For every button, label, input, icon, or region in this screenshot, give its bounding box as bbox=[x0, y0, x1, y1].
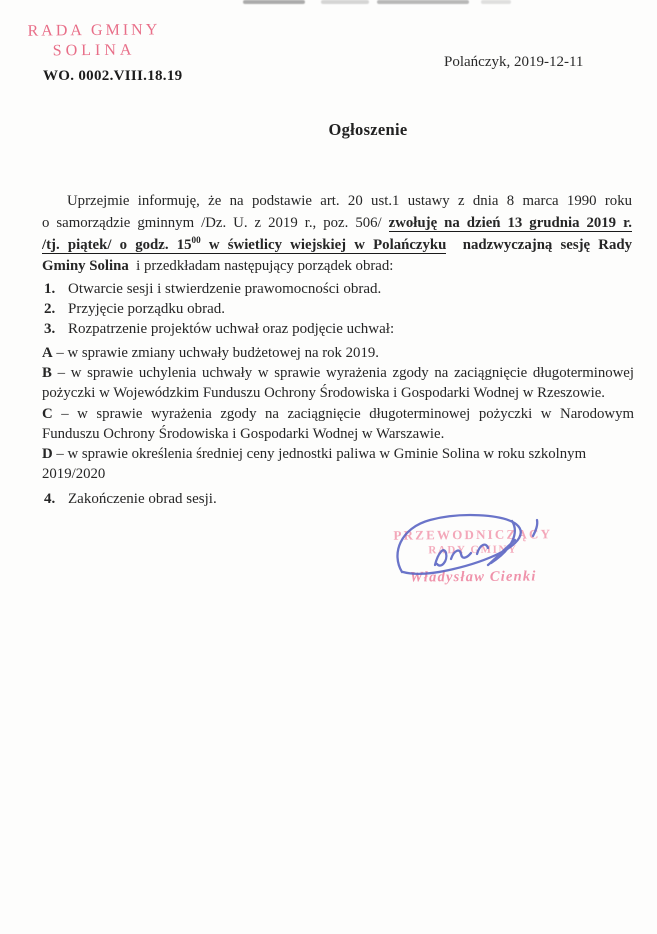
agenda-item-2-text: Przyjęcie porządku obrad. bbox=[68, 301, 226, 318]
reference-number: WO. 0002.VIII.18.19 bbox=[43, 68, 183, 84]
resolutions-block bbox=[42, 343, 634, 484]
agenda-item-2 bbox=[44, 299, 394, 319]
agenda-item-1 bbox=[44, 279, 394, 299]
intro-paragraph bbox=[42, 191, 632, 278]
resolution-b-line-1: B – w sprawie uchylenia uchwały w sprawie wyrażenia zgody na zaciągnięcie długoterminowej bbox=[42, 365, 634, 382]
agenda-item-3-text: Rozpatrzenie projektów uchwał oraz podjęcie uchwał: bbox=[68, 321, 395, 338]
agenda-list bbox=[44, 279, 394, 340]
intro-line-2: o samorządzie gminnym /Dz. U. z 2019 r., poz. 506/ zwołuję na dzień 13 grudnia 2019 r. bbox=[42, 214, 632, 231]
signature-loop-stroke bbox=[397, 515, 520, 574]
council-ink-stamp bbox=[20, 21, 168, 61]
document-title: Ogłoszenie bbox=[328, 120, 408, 139]
agenda-item-3 bbox=[44, 319, 394, 339]
scan-artifact bbox=[237, 0, 507, 6]
place-and-date: Polańczyk, 2019-12-11 bbox=[444, 54, 584, 70]
resolution-a-line-1: A – w sprawie zmiany uchwały budżetowej na rok 2019. bbox=[42, 345, 379, 361]
council-stamp-line2: SOLINA bbox=[52, 41, 136, 60]
council-stamp-line1: RADA GMINY bbox=[27, 21, 161, 40]
agenda-item-4-text: Zakończenie obrad sesji. bbox=[68, 491, 217, 507]
agenda-item-4 bbox=[44, 489, 217, 509]
chairman-stamp-title: PRZEWODNICZĄCY bbox=[393, 526, 553, 543]
resolution-c-line-2: Funduszu Ochrony Środowiska i Gospodarki Wodnej w Warszawie. bbox=[42, 425, 445, 442]
agenda-item-3-number: 3. bbox=[44, 321, 56, 338]
resolution-d-line-1: D – w sprawie określenia średniej ceny jednostki paliwa w Gminie Solina w roku szkolnym bbox=[42, 446, 587, 463]
agenda-item-4-number: 4. bbox=[44, 491, 56, 507]
intro-line-1: Uprzejmie informuję, że na podstawie art. 20 ust.1 ustawy z dnia 8 marca 1990 roku bbox=[67, 193, 632, 209]
resolution-d-line-2: 2019/2020 bbox=[42, 466, 106, 483]
chairman-stamp-subtitle: RADY GMINY bbox=[428, 543, 518, 557]
signature-apostrophe-stroke bbox=[533, 520, 537, 536]
chairman-name: Władysław Cienki bbox=[409, 568, 537, 586]
resolution-b-line-2: pożyczki w Wojewódzkim Funduszu Ochrony Środowiska i Gospodarki Wodnej w Rzeszowie. bbox=[42, 385, 605, 402]
agenda-item-1-number: 1. bbox=[44, 281, 56, 297]
agenda-item-1-text: Otwarcie sesji i stwierdzenie prawomocności obrad. bbox=[68, 281, 382, 297]
intro-line-4: Gminy Solina i przedkładam następujący porządek obrad: bbox=[42, 258, 394, 275]
agenda-item-2-number: 2. bbox=[44, 301, 56, 318]
intro-line-3: /tj. piątek/ o godz. $15^{00}$ w świetlicy wiejskiej w Polańczyku nadzwyczajną sesję Rady bbox=[42, 234, 632, 253]
handwritten-signature bbox=[390, 512, 550, 592]
resolution-c-line-1: C – w sprawie wyrażenia zgody na zaciągnięcie długoterminowej pożyczki w Narodowym bbox=[42, 405, 634, 422]
signature-flourish-stroke bbox=[488, 521, 515, 565]
